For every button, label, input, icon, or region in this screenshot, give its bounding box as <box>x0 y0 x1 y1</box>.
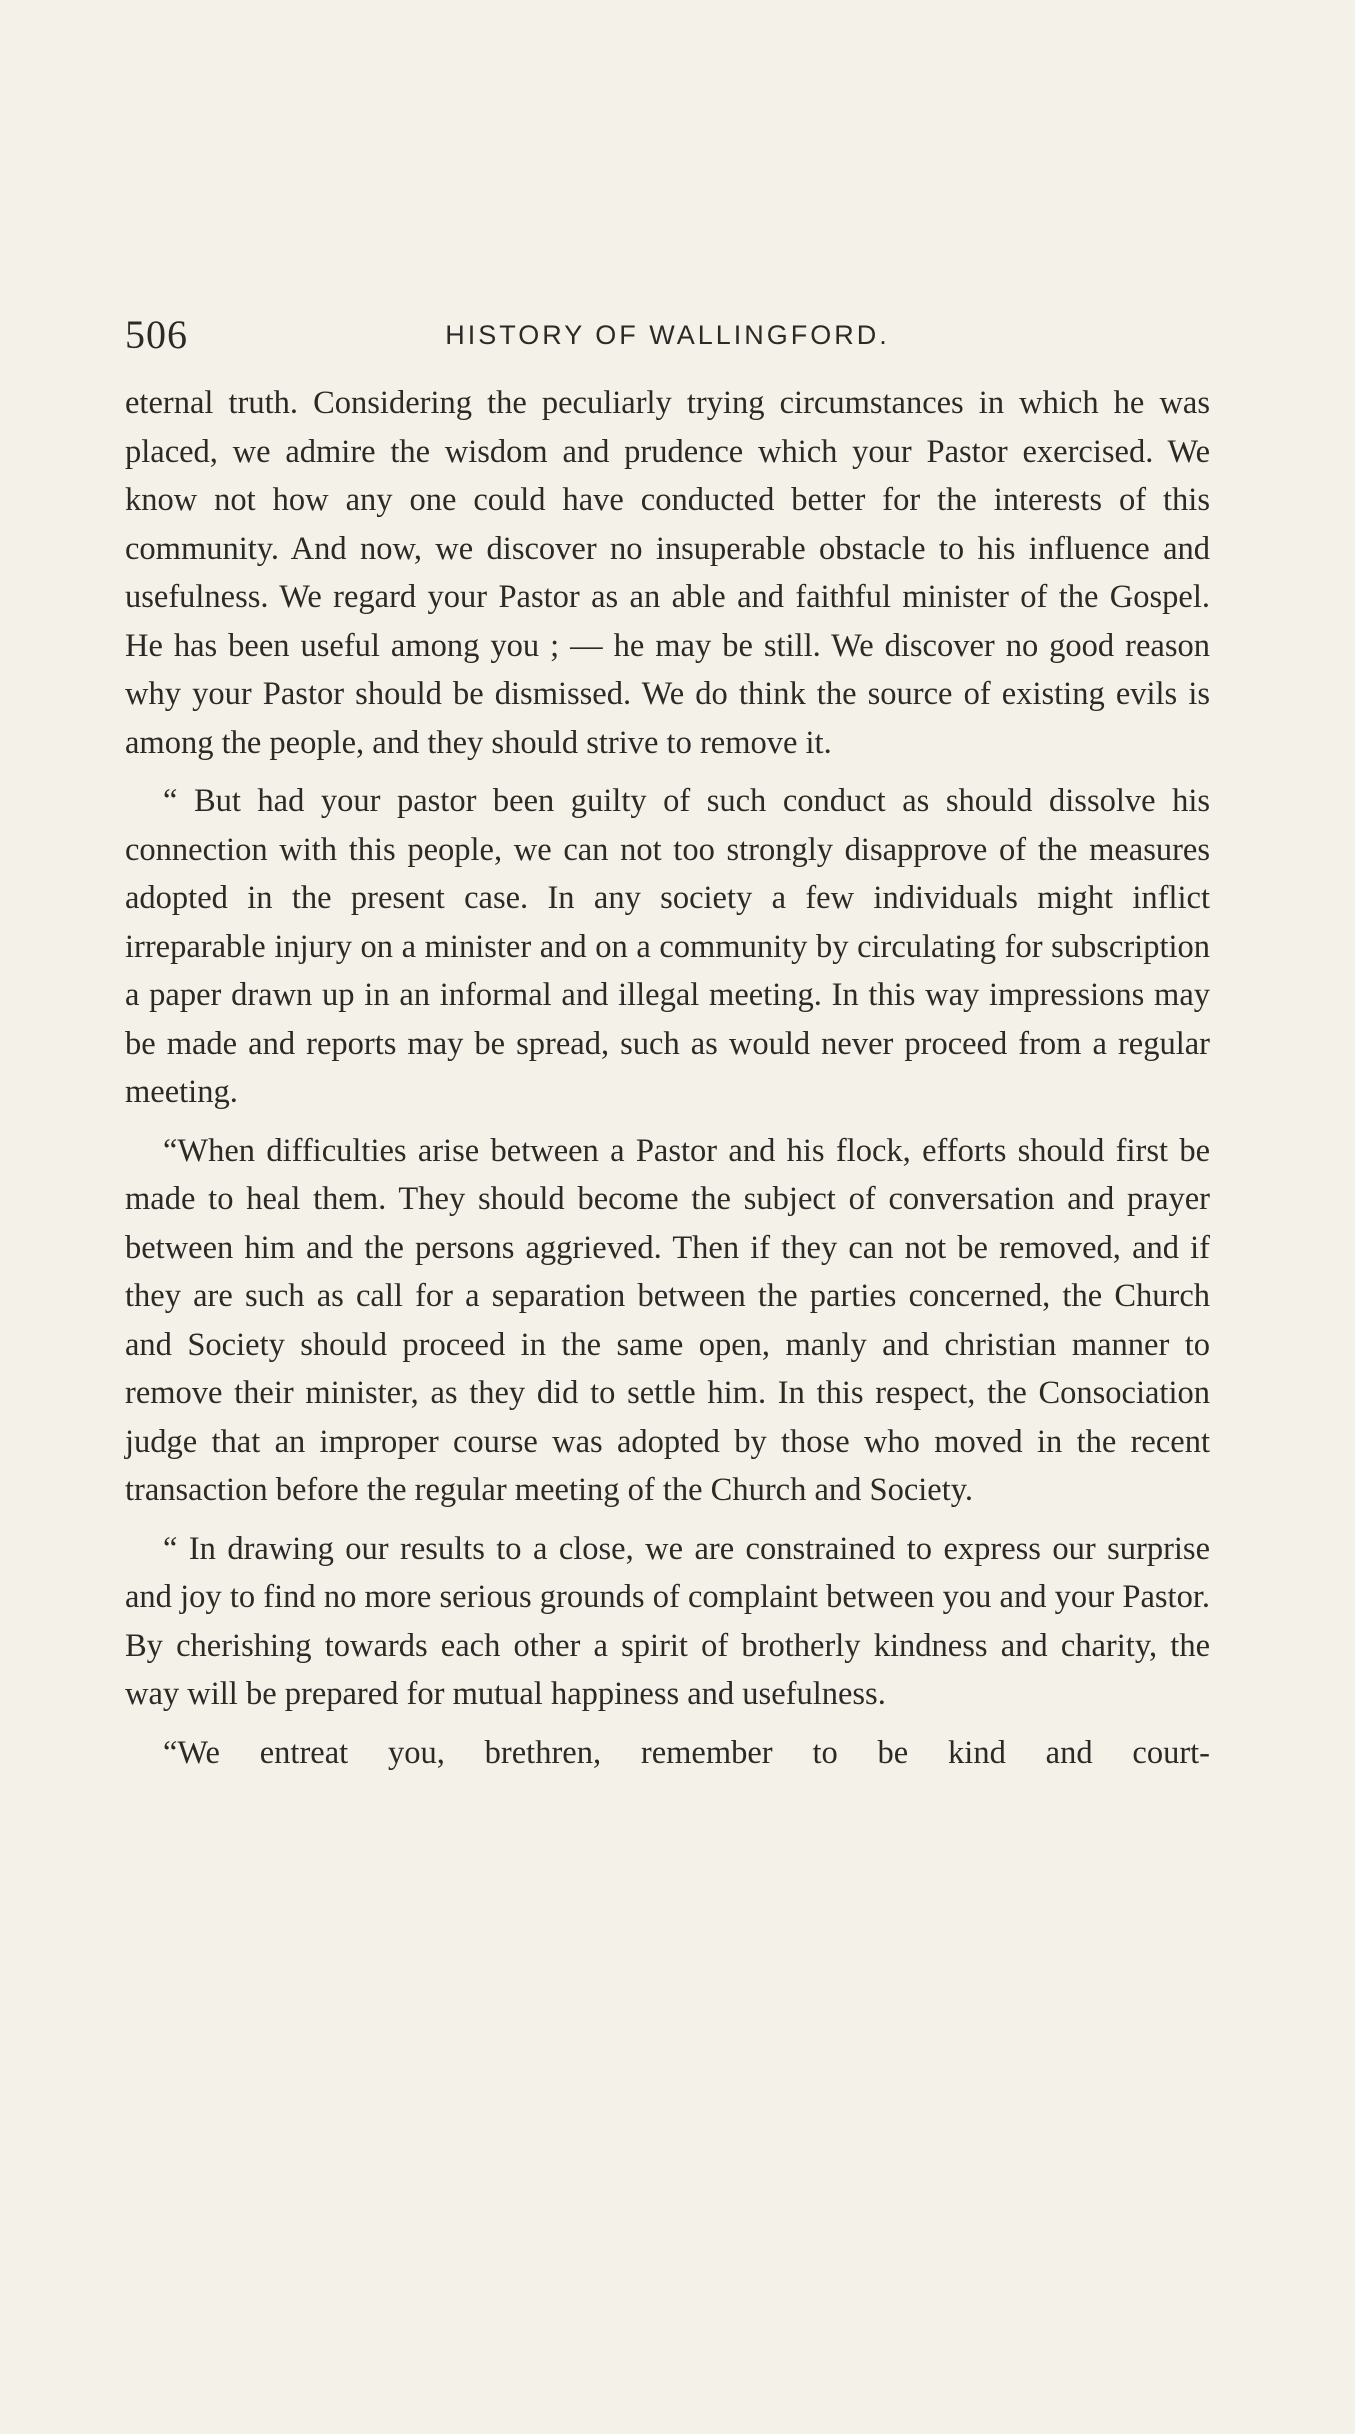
paragraph-2: “ But had your pastor been guilty of such conduct as should dissolve his connection with this people, we can not too strongly disapprove of the measures adopted in the present case. In any society a few individuals might inflict irreparable injury on a minister and on a community by circulating for subscription a paper drawn up in an informal and illegal meeting. In this way impressions may be made and reports may be spread, such as would never proceed from a regular meeting. <box>125 783 1210 1110</box>
paragraph-1: eternal truth. Considering the peculiarly trying circumstances in which he was placed, we admire the wisdom and prudence which your Pastor exercised. We know not how any one could have conducted better for the interests of this community. And now, we discover no insuperable obstacle to his influence and usefulness. We regard your Pastor as an able and faithful minister of the Gospel. He has been useful among you ; — he may be still. We discover no good reason why your Pastor should be dismissed. We do think the source of existing evils is among the people, and they should strive to remove it. <box>125 385 1210 761</box>
body-text <box>125 379 1210 1777</box>
book-page <box>125 305 1210 1777</box>
page-number: 506 <box>125 312 188 357</box>
paragraph-5: “We entreat you, brethren, remember to be kind and court- <box>163 1734 1210 1771</box>
running-head <box>125 305 1210 365</box>
paragraph-4: “ In drawing our results to a close, we are constrained to express our surprise and joy to find no more serious grounds of complaint between you and your Pastor. By cherishing towards each other a spirit of brotherly kindness and charity, the way will be prepared for mutual happiness and usefulness. <box>125 1530 1210 1712</box>
paragraph-3: “When difficulties arise between a Pastor and his flock, efforts should first be made to heal them. They should become the subject of conversation and prayer between him and the persons aggrieved. Then if they can not be removed, and if they are such as call for a separation between the parties concerned, the Church and Society should proceed in the same open, manly and christian manner to remove their minister, as they did to settle him. In this respect, the Consociation judge that an improper course was adopted by those who moved in the recent transaction before the regular meeting of the Church and Society. <box>125 1132 1210 1508</box>
running-title: HISTORY OF WALLINGFORD. <box>445 320 890 350</box>
